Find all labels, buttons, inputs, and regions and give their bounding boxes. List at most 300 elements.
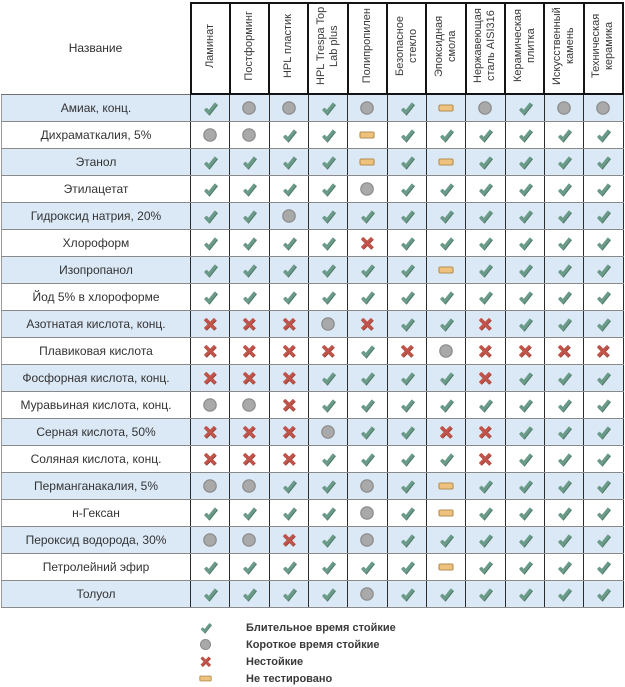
resistance-cell — [269, 392, 308, 419]
legend-icon — [196, 621, 214, 634]
resistance-cell — [584, 554, 623, 581]
resistance-cell — [584, 94, 623, 122]
resistance-cell — [269, 527, 308, 554]
resistance-cell — [505, 473, 544, 500]
check-icon — [399, 559, 415, 575]
resistance-cell — [348, 392, 387, 419]
check-icon — [399, 289, 415, 305]
check-icon — [202, 505, 218, 521]
check-icon — [399, 451, 415, 467]
corner-header — [2, 3, 191, 94]
check-icon — [556, 451, 572, 467]
column-header-label: Искусственный камень — [551, 7, 576, 85]
resistance-cell — [348, 176, 387, 203]
check-icon — [399, 235, 415, 251]
check-icon — [556, 478, 572, 494]
resistance-cell — [348, 284, 387, 311]
resistance-cell — [584, 338, 623, 365]
row-label: Амиак, конц. — [2, 94, 191, 122]
check-icon — [595, 289, 611, 305]
check-icon — [359, 397, 375, 413]
resistance-cell — [348, 149, 387, 176]
check-icon — [320, 478, 336, 494]
table-row — [2, 284, 624, 311]
check-icon — [281, 235, 297, 251]
resistance-cell — [269, 581, 308, 608]
not-tested-icon — [199, 672, 212, 685]
resistance-cell — [308, 338, 347, 365]
cross-icon — [281, 343, 297, 359]
resistance-cell — [584, 365, 623, 392]
resistance-cell — [466, 554, 505, 581]
resistance-cell — [505, 257, 544, 284]
resistance-cell — [426, 473, 465, 500]
resistance-cell — [387, 176, 426, 203]
check-icon — [399, 127, 415, 143]
resistance-cell — [426, 122, 465, 149]
check-icon — [477, 559, 493, 575]
resistance-table — [1, 2, 624, 608]
resistance-cell — [387, 581, 426, 608]
resistance-cell — [230, 446, 269, 473]
check-icon — [320, 289, 336, 305]
resistance-cell — [426, 419, 465, 446]
column-header — [387, 3, 426, 94]
check-icon — [281, 262, 297, 278]
resistance-cell — [191, 527, 230, 554]
cross-icon — [477, 343, 493, 359]
check-icon — [241, 154, 257, 170]
table-row — [2, 392, 624, 419]
row-label: Фосфорная кислота, конц. — [2, 365, 191, 392]
circle-icon — [241, 100, 257, 116]
check-icon — [281, 586, 297, 602]
resistance-cell — [466, 500, 505, 527]
row-label: Пероксид водорода, 30% — [2, 527, 191, 554]
legend-label: Блительное время стойкие — [246, 621, 396, 634]
row-label: Этилацетат — [2, 176, 191, 203]
legend-label: Нестойкие — [246, 655, 304, 668]
circle-icon — [202, 532, 218, 548]
resistance-cell — [466, 419, 505, 446]
table-header — [2, 3, 624, 94]
table-row — [2, 419, 624, 446]
resistance-cell — [466, 338, 505, 365]
check-icon — [359, 451, 375, 467]
resistance-cell — [505, 311, 544, 338]
table-row — [2, 176, 624, 203]
resistance-cell — [426, 392, 465, 419]
resistance-cell — [230, 581, 269, 608]
resistance-cell — [584, 122, 623, 149]
resistance-cell — [426, 257, 465, 284]
check-icon — [399, 424, 415, 440]
table-row — [2, 446, 624, 473]
cross-icon — [438, 424, 454, 440]
resistance-cell — [584, 176, 623, 203]
check-icon — [202, 289, 218, 305]
resistance-cell — [505, 284, 544, 311]
check-icon — [199, 621, 212, 634]
resistance-cell — [505, 176, 544, 203]
check-icon — [556, 262, 572, 278]
check-icon — [595, 559, 611, 575]
check-icon — [320, 451, 336, 467]
cross-icon — [202, 370, 218, 386]
resistance-cell — [544, 230, 583, 257]
circle-icon — [281, 100, 297, 116]
check-icon — [477, 262, 493, 278]
cross-icon — [241, 370, 257, 386]
check-icon — [359, 289, 375, 305]
check-icon — [517, 289, 533, 305]
resistance-cell — [230, 176, 269, 203]
resistance-cell — [348, 230, 387, 257]
cross-icon — [202, 343, 218, 359]
resistance-cell — [505, 500, 544, 527]
resistance-cell — [191, 419, 230, 446]
check-icon — [281, 559, 297, 575]
resistance-cell — [544, 527, 583, 554]
resistance-cell — [584, 419, 623, 446]
resistance-cell — [230, 554, 269, 581]
cross-icon — [281, 424, 297, 440]
resistance-cell — [505, 338, 544, 365]
table-row — [2, 500, 624, 527]
check-icon — [320, 397, 336, 413]
check-icon — [517, 532, 533, 548]
column-header — [505, 3, 544, 94]
legend-icon — [196, 655, 214, 668]
check-icon — [320, 127, 336, 143]
resistance-cell — [348, 311, 387, 338]
resistance-cell — [269, 473, 308, 500]
check-icon — [241, 208, 257, 224]
cross-icon — [241, 451, 257, 467]
resistance-cell — [466, 203, 505, 230]
column-header — [191, 3, 230, 94]
resistance-cell — [466, 122, 505, 149]
check-icon — [517, 586, 533, 602]
check-icon — [517, 370, 533, 386]
row-label: Плавиковая кислота — [2, 338, 191, 365]
resistance-cell — [426, 581, 465, 608]
check-icon — [241, 262, 257, 278]
resistance-cell — [308, 446, 347, 473]
check-icon — [202, 100, 218, 116]
resistance-cell — [426, 176, 465, 203]
column-header-label: Постформинг — [242, 11, 255, 81]
column-header-label: Нержавеющая сталь AISI316 — [472, 8, 498, 84]
row-label: Серная кислота, 50% — [2, 419, 191, 446]
check-icon — [595, 370, 611, 386]
circle-icon — [359, 181, 375, 197]
check-icon — [399, 478, 415, 494]
cross-icon — [595, 343, 611, 359]
resistance-cell — [466, 527, 505, 554]
resistance-cell — [308, 122, 347, 149]
circle-icon — [320, 316, 336, 332]
check-icon — [320, 532, 336, 548]
resistance-cell — [269, 500, 308, 527]
resistance-cell — [584, 149, 623, 176]
resistance-cell — [308, 176, 347, 203]
check-icon — [556, 586, 572, 602]
resistance-cell — [308, 149, 347, 176]
resistance-cell — [426, 230, 465, 257]
resistance-cell — [584, 392, 623, 419]
check-icon — [556, 154, 572, 170]
check-icon — [556, 235, 572, 251]
resistance-cell — [191, 365, 230, 392]
resistance-cell — [544, 446, 583, 473]
resistance-cell — [348, 446, 387, 473]
resistance-cell — [230, 203, 269, 230]
circle-icon — [281, 208, 297, 224]
resistance-cell — [191, 554, 230, 581]
resistance-cell — [308, 500, 347, 527]
circle-icon — [320, 424, 336, 440]
table-row — [2, 257, 624, 284]
check-icon — [477, 181, 493, 197]
resistance-cell — [466, 176, 505, 203]
resistance-cell — [269, 365, 308, 392]
check-icon — [477, 505, 493, 521]
check-icon — [359, 208, 375, 224]
not-tested-icon — [438, 559, 454, 575]
table-row — [2, 122, 624, 149]
resistance-cell — [544, 554, 583, 581]
column-header-label: Керамическая плитка — [511, 9, 537, 83]
column-header-label: Безопасное стекло — [393, 15, 419, 77]
resistance-cell — [191, 500, 230, 527]
table-row — [2, 365, 624, 392]
check-icon — [281, 154, 297, 170]
resistance-cell — [584, 311, 623, 338]
check-icon — [556, 208, 572, 224]
resistance-cell — [348, 554, 387, 581]
resistance-cell — [505, 419, 544, 446]
circle-icon — [359, 100, 375, 116]
check-icon — [595, 397, 611, 413]
circle-icon — [595, 100, 611, 116]
resistance-cell — [466, 284, 505, 311]
check-icon — [517, 208, 533, 224]
resistance-cell — [505, 94, 544, 122]
resistance-cell — [466, 257, 505, 284]
check-icon — [595, 316, 611, 332]
resistance-cell — [269, 94, 308, 122]
row-label: Перманганакалия, 5% — [2, 473, 191, 500]
check-icon — [241, 289, 257, 305]
resistance-cell — [230, 284, 269, 311]
resistance-cell — [426, 500, 465, 527]
cross-icon — [281, 532, 297, 548]
legend-icon — [196, 672, 214, 685]
resistance-cell — [269, 230, 308, 257]
resistance-cell — [348, 500, 387, 527]
check-icon — [477, 127, 493, 143]
resistance-cell — [308, 203, 347, 230]
resistance-cell — [505, 149, 544, 176]
check-icon — [202, 208, 218, 224]
resistance-cell — [544, 257, 583, 284]
check-icon — [477, 478, 493, 494]
resistance-cell — [466, 365, 505, 392]
check-icon — [202, 235, 218, 251]
legend-label: Короткое время стойкие — [246, 638, 380, 651]
resistance-cell — [387, 122, 426, 149]
cross-icon — [477, 316, 493, 332]
check-icon — [556, 505, 572, 521]
check-icon — [595, 505, 611, 521]
check-icon — [556, 559, 572, 575]
check-icon — [556, 370, 572, 386]
check-icon — [556, 316, 572, 332]
check-icon — [556, 397, 572, 413]
cross-icon — [359, 235, 375, 251]
resistance-cell — [466, 392, 505, 419]
circle-icon — [241, 532, 257, 548]
check-icon — [517, 235, 533, 251]
resistance-cell — [387, 311, 426, 338]
resistance-cell — [308, 257, 347, 284]
resistance-cell — [387, 419, 426, 446]
table-row — [2, 554, 624, 581]
resistance-cell — [387, 365, 426, 392]
check-icon — [595, 181, 611, 197]
check-icon — [595, 586, 611, 602]
check-icon — [438, 316, 454, 332]
check-icon — [399, 181, 415, 197]
column-header — [269, 3, 308, 94]
resistance-cell — [426, 203, 465, 230]
check-icon — [556, 424, 572, 440]
resistance-cell — [308, 527, 347, 554]
not-tested-icon — [438, 154, 454, 170]
table-row — [2, 94, 624, 122]
resistance-cell — [191, 311, 230, 338]
resistance-cell — [584, 284, 623, 311]
check-icon — [399, 100, 415, 116]
check-icon — [399, 208, 415, 224]
column-header-label: Техническая керамика — [590, 13, 616, 79]
resistance-cell — [466, 230, 505, 257]
legend-item — [196, 636, 625, 653]
check-icon — [359, 343, 375, 359]
resistance-cell — [544, 203, 583, 230]
resistance-cell — [426, 284, 465, 311]
resistance-cell — [466, 94, 505, 122]
row-label: Соляная кислота, конц. — [2, 446, 191, 473]
check-icon — [556, 532, 572, 548]
check-icon — [281, 478, 297, 494]
check-icon — [202, 262, 218, 278]
check-icon — [517, 478, 533, 494]
resistance-cell — [191, 581, 230, 608]
resistance-cell — [230, 365, 269, 392]
check-icon — [517, 262, 533, 278]
check-icon — [595, 127, 611, 143]
column-header — [348, 3, 387, 94]
check-icon — [281, 127, 297, 143]
resistance-cell — [348, 257, 387, 284]
check-icon — [477, 235, 493, 251]
check-icon — [320, 208, 336, 224]
cross-icon — [556, 343, 572, 359]
resistance-cell — [348, 94, 387, 122]
cross-icon — [199, 655, 212, 668]
circle-icon — [202, 127, 218, 143]
resistance-cell — [505, 446, 544, 473]
resistance-cell — [348, 338, 387, 365]
resistance-cell — [505, 581, 544, 608]
corner-header-label: Название — [68, 41, 123, 56]
resistance-cell — [426, 527, 465, 554]
resistance-cell — [584, 257, 623, 284]
check-icon — [517, 397, 533, 413]
check-icon — [359, 262, 375, 278]
resistance-cell — [269, 338, 308, 365]
column-header — [308, 3, 347, 94]
resistance-cell — [269, 311, 308, 338]
cross-icon — [202, 316, 218, 332]
circle-icon — [202, 397, 218, 413]
resistance-cell — [505, 122, 544, 149]
resistance-cell — [544, 581, 583, 608]
resistance-cell — [426, 94, 465, 122]
resistance-cell — [584, 446, 623, 473]
resistance-cell — [269, 257, 308, 284]
resistance-cell — [191, 257, 230, 284]
check-icon — [320, 370, 336, 386]
resistance-cell — [544, 419, 583, 446]
resistance-cell — [544, 284, 583, 311]
check-icon — [595, 532, 611, 548]
resistance-cell — [191, 149, 230, 176]
check-icon — [320, 181, 336, 197]
cross-icon — [241, 424, 257, 440]
check-icon — [477, 154, 493, 170]
resistance-cell — [230, 419, 269, 446]
row-label: Изопропанол — [2, 257, 191, 284]
check-icon — [241, 559, 257, 575]
not-tested-icon — [438, 505, 454, 521]
circle-icon — [438, 343, 454, 359]
resistance-cell — [544, 176, 583, 203]
resistance-cell — [387, 392, 426, 419]
check-icon — [477, 586, 493, 602]
row-label: Петролейний эфир — [2, 554, 191, 581]
check-icon — [477, 208, 493, 224]
table-row — [2, 203, 624, 230]
resistance-cell — [348, 527, 387, 554]
column-header-label: HPL Trespa Top Lab plus — [315, 6, 341, 86]
resistance-cell — [544, 473, 583, 500]
resistance-cell — [348, 473, 387, 500]
resistance-cell — [466, 149, 505, 176]
row-label: н-Гексан — [2, 500, 191, 527]
check-icon — [281, 505, 297, 521]
check-icon — [320, 154, 336, 170]
check-icon — [399, 262, 415, 278]
cross-icon — [281, 370, 297, 386]
resistance-cell — [387, 473, 426, 500]
resistance-cell — [191, 473, 230, 500]
check-icon — [320, 100, 336, 116]
table-row — [2, 230, 624, 257]
column-header-label: Ламинат — [203, 23, 216, 69]
